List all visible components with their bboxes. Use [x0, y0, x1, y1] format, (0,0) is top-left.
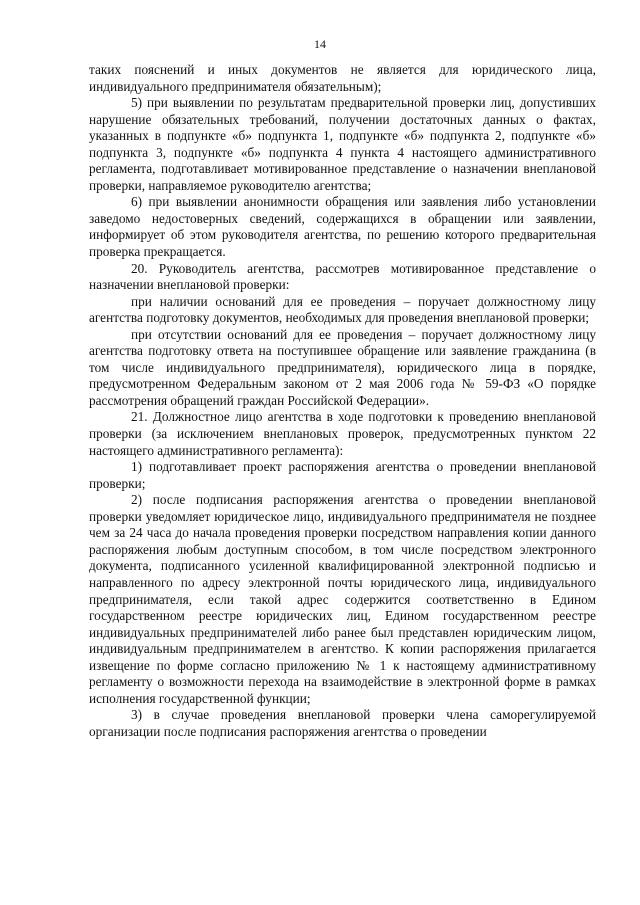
page-number: 14 [314, 37, 326, 51]
paragraph-item-6: 6) при выявлении анонимности обращения или заявления либо установлении заведомо недостоверных сведений, содержащихся в обращении или заявлении, информирует об этом руководителя агентства, по решению которого предварительная проверка прекращается. [89, 194, 596, 260]
paragraph-clause-21: 21. Должностное лицо агентства в ходе подготовки к проведению внеплановой проверки (за исключением внеплановых проверок, предусмотренных пунктом 22 настоящего административного регламента): [89, 409, 596, 458]
document-body [89, 62, 596, 740]
paragraph-item-5: 5) при выявлении по результатам предварительной проверки лиц, допустивших нарушение обязательных требований, получении достаточных данных о фактах, указанных в подпункте «б» подпункта 1, подпункте «б» подпункта 2, подпункте «б» подпункта 3, подпункте «б» подпункта 4 пункта 4 настоящего административного регламента, подготавливает мотивированное представление о назначении внеплановой проверки, направляемое руководителю агентства; [89, 95, 596, 193]
paragraph-clause-21-item-2: 2) после подписания распоряжения агентства о проведении внеплановой проверки уведомляет юридическое лицо, индивидуального предпринимателя не позднее чем за 24 часа до начала проведения проверки посредством направления копии данного распоряжения любым доступным способом, в том числе посредством электронного документа, подписанного усиленной квалифицированной электронной подписью и направленного по адресу электронной почты юридического лица, индивидуального предпринимателя, если такой адрес содержится соответственно в Едином государственном реестре юридических лиц, Едином государственном реестре индивидуальных предпринимателей либо ранее был представлен юридическим лицом, индивидуальным предпринимателем в агентство. К копии распоряжения прилагается извещение по форме согласно приложению № 1 к настоящему административному регламенту о возможности перехода на взаимодействие в электронной форме в рамках исполнения государственной функции; [89, 492, 596, 706]
paragraph-clause-20-grounds: при наличии оснований для ее проведения – поручает должностному лицу агентства подготовку документов, необходимых для проведения внеплановой проверки; [89, 293, 596, 326]
paragraph-clause-20: 20. Руководитель агентства, рассмотрев мотивированное представление о назначении внеплановой проверки: [89, 260, 596, 293]
paragraph-clause-20-no-grounds: при отсутствии оснований для ее проведения – поручает должностному лицу агентства подготовку ответа на поступившее обращение или заявление гражданина (в том числе индивидуального предпринимателя), юридического лица в порядке, предусмотренном Федеральным законом от 2 мая 2006 года № 59-ФЗ «О порядке рассмотрения обращений граждан Российской Федерации». [89, 326, 596, 408]
paragraph-clause-21-item-3: 3) в случае проведения внеплановой проверки члена саморегулируемой организации после подписания распоряжения агентства о проведении [89, 707, 596, 739]
paragraph-continuation: таких пояснений и иных документов не является для юридического лица, индивидуального предпринимателя обязательным); [89, 62, 596, 94]
paragraph-clause-21-item-1: 1) подготавливает проект распоряжения агентства о проведении внеплановой проверки; [89, 459, 596, 491]
